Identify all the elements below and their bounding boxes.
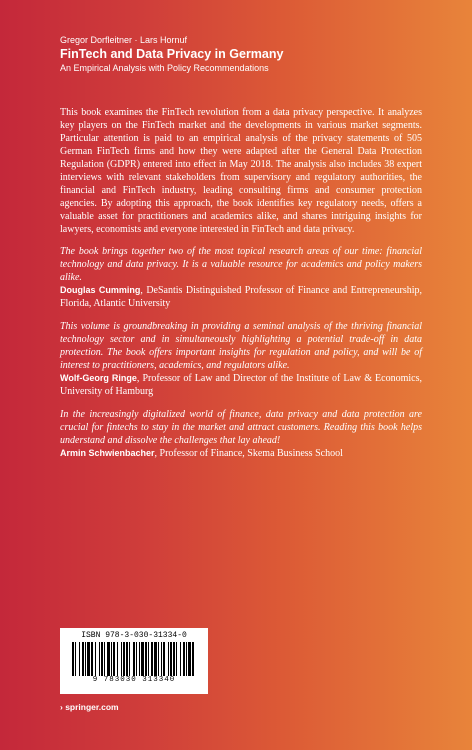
barcode-bar	[151, 642, 153, 676]
barcode-bar	[85, 642, 86, 676]
barcode-bar	[113, 642, 115, 676]
reviewer-affiliation-3: , Professor of Finance, Skema Business School	[154, 448, 343, 459]
springer-url[interactable]: › springer.com	[60, 702, 119, 712]
barcode-bars	[70, 642, 198, 676]
barcode-bar	[163, 642, 165, 676]
reviewer-name-3: Armin Schwienbacher	[60, 448, 155, 458]
isbn-text: ISBN 978-3-030-31334-0	[81, 631, 187, 640]
review-attribution-3	[60, 447, 422, 460]
barcode-bar	[139, 642, 140, 676]
review-attribution-1	[60, 284, 422, 310]
reviewer-affiliation-2: , Professor of Law and Director of the Institute of Law & Economics, University of Hamburg	[60, 373, 422, 397]
barcode-bar	[123, 642, 125, 676]
review-quote-2: This volume is groundbreaking in providing a seminal analysis of the thriving financial technology sector and in simultaneously highlighting a potential trade-off in data protection. The book offers important insights for regulation and policy, and will be of interest to practitioners, academics, and regulators alike.	[60, 321, 422, 371]
barcode-bar	[117, 642, 118, 676]
barcode-bar	[145, 642, 147, 676]
barcode-bar	[126, 642, 128, 676]
barcode-bar	[183, 642, 185, 676]
barcode-bar	[72, 642, 74, 676]
barcode-bar	[170, 642, 172, 676]
barcode-bar	[192, 642, 194, 676]
review-quote-3: In the increasingly digitalized world of finance, data privacy and data protection are crucial for fintechs to stay in the market and attract customers. Reading this book helps understand and dissolve the challenges that lay ahead!	[60, 409, 422, 446]
barcode-bar	[75, 642, 76, 676]
barcode-bar	[136, 642, 137, 676]
barcode-digits: 9 783030 313340	[92, 676, 176, 684]
reviewer-affiliation-1: , DeSantis Distinguished Professor of Finance and Entrepreneurship, Florida, Atlantic University	[60, 285, 422, 309]
barcode-bar	[141, 642, 144, 676]
review-attribution-2	[60, 372, 422, 398]
header	[60, 34, 440, 74]
barcode-bar	[148, 642, 149, 676]
barcode-bar	[111, 642, 112, 676]
authors: Gregor Dorfleitner · Lars Hornuf	[60, 35, 188, 45]
barcode-bar	[188, 642, 191, 676]
reviewer-name-2: Wolf-Georg Ringe	[60, 373, 137, 383]
barcode-bar	[180, 642, 181, 676]
barcode-bar	[186, 642, 187, 676]
back-cover-text	[60, 106, 422, 470]
book-title: FinTech and Data Privacy in Germany	[60, 47, 284, 61]
barcode-bar	[82, 642, 84, 676]
barcode-bar	[87, 642, 90, 676]
barcode-bar	[154, 642, 157, 676]
barcode-bar	[129, 642, 130, 676]
barcode-bar	[158, 642, 159, 676]
barcode-bar	[79, 642, 80, 676]
barcode-bar	[99, 642, 100, 676]
book-description: This book examines the FinTech revolution from a data privacy perspective. It analyzes key players on the FinTech market and the developments in various market segments. Particular attention is paid to an empirical analysis of the privacy statements of 505 German FinTech firms and how they were adapted after the General Data Protection Regulation (GDPR) entered into effect in May 2018. The analysis also includes 38 expert interviews with relevant stakeholders from supervisory and regulatory authorities, the financial and FinTech industry, leading consulting firms and consumer protection agencies. By adopting this approach, the book identifies key regulatory needs, offers a valuable asset for practitioners and academics alike, and shares intriguing insights for lawyers, economists and everyone interested in FinTech and data privacy.	[60, 107, 422, 235]
reviewer-name-1: Douglas Cumming	[60, 285, 141, 295]
barcode-bar	[176, 642, 177, 676]
barcode-bar	[101, 642, 103, 676]
isbn-barcode	[60, 628, 208, 694]
book-subtitle: An Empirical Analysis with Policy Recommendations	[60, 63, 269, 73]
barcode-bar	[173, 642, 175, 676]
review-quote-1: The book brings together two of the most topical research areas of our time: financial technology and data privacy. It is a valuable resource for academics and policy makers alike.	[60, 246, 422, 283]
barcode-bar	[133, 642, 135, 676]
barcode-bar	[161, 642, 162, 676]
barcode-bar	[107, 642, 110, 676]
barcode-bar	[168, 642, 169, 676]
barcode-bar	[95, 642, 96, 676]
barcode-bar	[121, 642, 122, 676]
barcode-bar	[91, 642, 93, 676]
barcode-bar	[104, 642, 105, 676]
